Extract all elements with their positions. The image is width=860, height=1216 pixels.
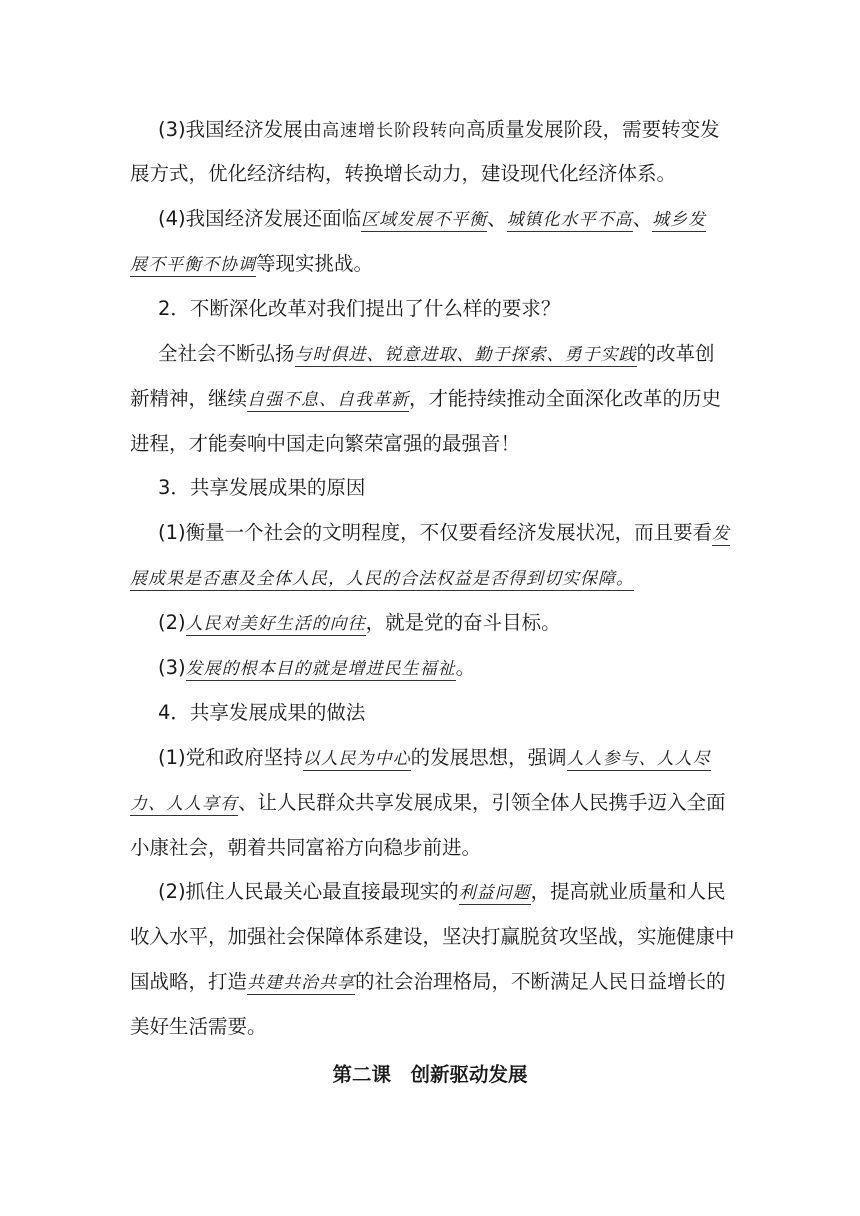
text: (3)我国经济发展由 xyxy=(158,118,323,141)
text: 等现实挑战。 xyxy=(256,252,374,275)
reason-2 xyxy=(158,609,740,638)
method-1-line-1 xyxy=(158,744,740,773)
text: 全社会不断弘扬 xyxy=(158,342,295,365)
underlined-answer: 发展的根本目的就是增进民生福祉 xyxy=(185,659,456,679)
text: 、 xyxy=(632,207,653,230)
underlined-answer: 与时俱进、锐意进取、勤于探索、勇于实践 xyxy=(294,345,637,365)
text: ，就是党的奋斗目标。 xyxy=(365,611,561,634)
text: (1)衡量一个社会的文明程度，不仅要看经济发展状况，而且要看 xyxy=(158,521,713,544)
underlined-answer: 人人参与、人人尽 xyxy=(566,749,711,769)
method-1-line-2 xyxy=(130,789,740,818)
reason-1-line-1 xyxy=(158,519,740,548)
key-phrase: 高速增长阶段转向 xyxy=(322,121,467,141)
method-2-line-3 xyxy=(130,968,740,997)
text: ，才能持续推动全面深化改革的历史 xyxy=(409,387,722,410)
method-1-line-3: 小康社会，朝着共同富裕方向稳步前进。 xyxy=(130,836,482,859)
underlined-answer: 展不平衡不协调 xyxy=(130,255,256,275)
text: 、让人民群众共享发展成果，引领全体人民携手迈入全面 xyxy=(238,791,726,814)
paragraph-4-line-1 xyxy=(158,205,740,234)
question-3: 3．共享发展成果的原因 xyxy=(158,476,366,499)
text: 的改革创 xyxy=(636,342,715,365)
underlined-answer: 展成果是否惠及全体人民，人民的合法权益是否得到切实保障。 xyxy=(130,569,634,589)
underlined-answer: 利益问题 xyxy=(458,883,531,903)
text: (1)党和政府坚持 xyxy=(158,746,303,769)
underlined-answer: 共建共治共享 xyxy=(247,973,356,993)
section-title: 第二课 创新驱动发展 xyxy=(332,1063,528,1086)
underlined-answer: 以人民为中心 xyxy=(302,749,411,769)
text: 的发展思想，强调 xyxy=(410,746,567,769)
text: (3) xyxy=(158,656,186,679)
answer-2-line-3: 进程，才能奏响中国走向繁荣富强的最强音！ xyxy=(130,432,521,455)
question-2: 2．不断深化改革对我们提出了什么样的要求？ xyxy=(158,297,561,320)
text: 、 xyxy=(487,207,507,230)
underlined-answer: 人民对美好生活的向往 xyxy=(185,614,366,634)
underlined-answer: 城镇化水平不高 xyxy=(506,210,633,230)
method-2-line-2: 收入水平，加强社会保障体系建设，坚决打赢脱贫攻坚战，实施健康中 xyxy=(130,925,735,948)
text: ，提高就业质量和人民 xyxy=(530,880,726,903)
text: (2) xyxy=(158,611,186,634)
underlined-answer: 自强不息、自我革新 xyxy=(247,390,410,410)
paragraph-3-line-1 xyxy=(158,116,740,145)
method-2-line-1 xyxy=(158,878,740,907)
paragraph-4-line-2 xyxy=(130,250,740,279)
reason-1-line-2 xyxy=(130,564,740,593)
text: 。 xyxy=(455,656,476,679)
underlined-answer: 发 xyxy=(712,524,731,544)
text: 国战略，打造 xyxy=(130,970,248,993)
question-4: 4．共享发展成果的做法 xyxy=(158,701,366,724)
underlined-answer: 区域发展不平衡 xyxy=(361,210,488,230)
text: 高质量发展阶段，需要转变发 xyxy=(466,118,720,141)
paragraph-3-line-2: 展方式，优化经济结构，转换增长动力，建设现代化经济体系。 xyxy=(130,162,677,185)
answer-2-line-2 xyxy=(130,385,740,414)
underlined-answer: 力、人人享有 xyxy=(130,794,238,814)
reason-3 xyxy=(158,654,740,683)
text: (2)抓住人民最关心最直接最现实的 xyxy=(158,880,459,903)
text: (4)我国经济发展还面临 xyxy=(158,207,362,230)
text: 的社会治理格局，不断满足人民日益增长的 xyxy=(355,970,726,993)
underlined-answer: 城乡发 xyxy=(652,210,707,230)
method-2-line-4: 美好生活需要。 xyxy=(130,1015,267,1038)
text: 新精神，继续 xyxy=(130,387,248,410)
answer-2-line-1 xyxy=(158,340,740,369)
